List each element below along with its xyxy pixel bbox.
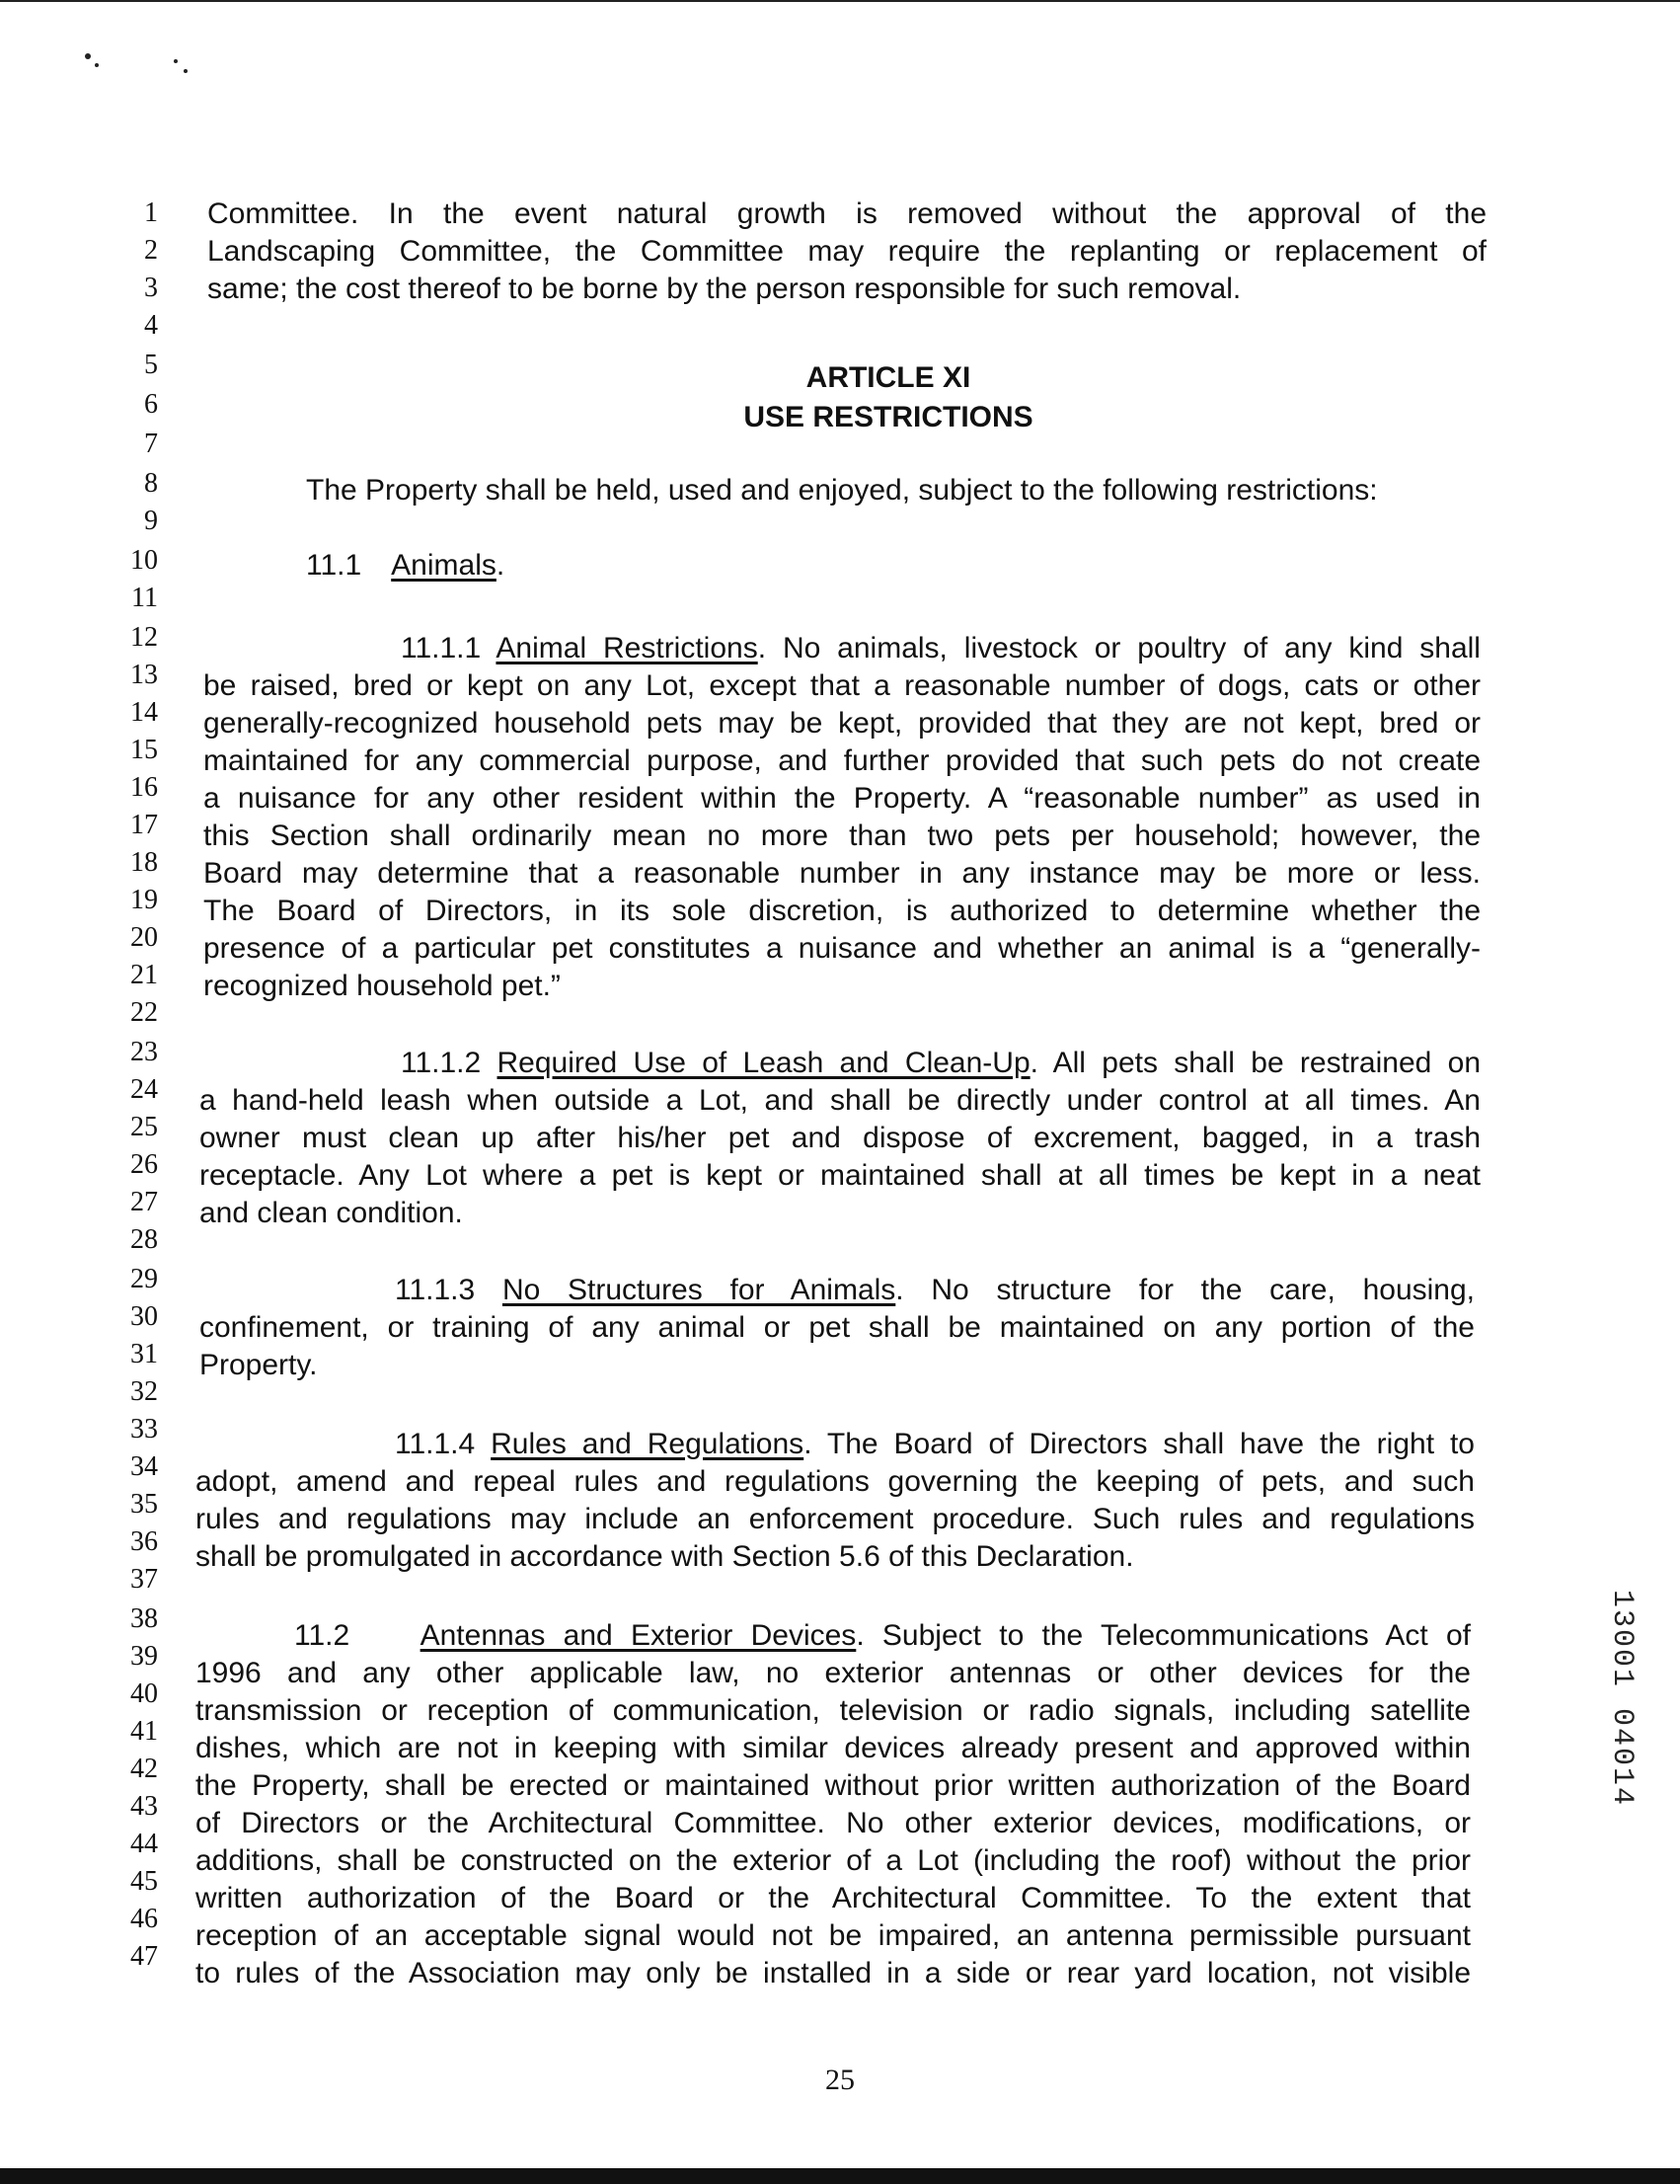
body-line: this Section shall ordinarily mean no more than two pets per household; however, the [203, 819, 1481, 852]
subsection-title: Required Use of Leash and Clean-Up [496, 1047, 1031, 1079]
line-number: 20 [130, 922, 158, 953]
subsection-number: 11.1.1 [401, 632, 482, 664]
line-number: 26 [130, 1149, 158, 1180]
section-title: Antennas and Exterior Devices [420, 1619, 857, 1652]
line-number: 12 [130, 622, 158, 653]
line-number: 9 [144, 506, 158, 536]
subsection-text: . The Board of Directors shall have the right to [803, 1428, 1475, 1460]
line-number: 33 [130, 1414, 158, 1444]
line-number: 6 [144, 389, 158, 420]
body-line: Landscaping Committee, the Committee may require the replanting or replacement of [207, 235, 1487, 268]
body-line: be raised, bred or kept on any Lot, except that a reasonable number of dogs, cats or other [203, 669, 1481, 702]
subsection-title: Rules and Regulations [491, 1428, 804, 1460]
body-line: additions, shall be constructed on the exterior of a Lot (including the roof) without the prior [195, 1844, 1471, 1877]
body-line: transmission or reception of communication, television or radio signals, including satellite [195, 1694, 1471, 1727]
subsection-text: . All pets shall be restrained on [1030, 1047, 1482, 1079]
scan-edge-top [0, 0, 1680, 2]
body-line: written authorization of the Board or the Architectural Committee. To the extent that [195, 1882, 1471, 1914]
page-number: 25 [825, 2064, 855, 2096]
line-number: 11 [131, 583, 158, 613]
body-line: dishes, which are not in keeping with similar devices already present and approved within [195, 1732, 1471, 1764]
line-number: 8 [144, 468, 158, 499]
line-number: 15 [130, 735, 158, 765]
body-line: a hand-held leash when outside a Lot, and shall be directly under control at all times. An [199, 1084, 1481, 1117]
line-number: 23 [130, 1037, 158, 1067]
line-number: 27 [130, 1187, 158, 1217]
body-line: 1996 and any other applicable law, no exterior antennas or other devices for the [195, 1657, 1471, 1689]
line-number: 10 [130, 545, 158, 576]
subsection-text: . No animals, livestock or poultry of any kind shall [757, 632, 1481, 664]
line-number: 31 [130, 1339, 158, 1369]
subsection-first-line [395, 1274, 1475, 1307]
subsection-number: 11.1.4 [395, 1428, 476, 1460]
subsection-first-line [401, 1047, 1481, 1080]
line-number: 4 [144, 310, 158, 341]
section-number: 11.1 [306, 549, 362, 582]
subsection-number: 11.1.2 [401, 1047, 482, 1079]
line-number: 37 [130, 1564, 158, 1595]
line-number: 46 [130, 1904, 158, 1934]
body-line: receptacle. Any Lot where a pet is kept or maintained shall at all times be kept in a neat [199, 1159, 1481, 1192]
body-line: The Board of Directors, in its sole discretion, is authorized to determine whether the [203, 895, 1481, 927]
line-number: 39 [130, 1641, 158, 1672]
body-line: rules and regulations may include an enforcement procedure. Such rules and regulations [195, 1503, 1475, 1535]
body-line: same; the cost thereof to be borne by the person responsible for such removal. [207, 273, 1242, 305]
article-preamble: The Property shall be held, used and enjoyed, subject to the following restrictions: [306, 474, 1378, 507]
subsection-title: No Structures for Animals [501, 1274, 896, 1306]
body-line: adopt, amend and repeal rules and regulations governing the keeping of pets, and such [195, 1465, 1475, 1498]
line-number: 3 [144, 273, 158, 303]
line-number: 14 [130, 697, 158, 728]
scan-speck [174, 59, 178, 63]
line-number: 28 [130, 1224, 158, 1255]
body-line: of Directors or the Architectural Committee. No other exterior devices, modifications, or [195, 1807, 1471, 1839]
subsection-title: Animal Restrictions [496, 632, 758, 664]
line-number: 38 [130, 1603, 158, 1634]
body-line: a nuisance for any other resident within the Property. A “reasonable number” as used in [203, 782, 1481, 815]
section-first-line-11-2 [294, 1619, 1471, 1653]
body-line: generally-recognized household pets may be kept, provided that they are not kept, bred or [203, 707, 1481, 740]
scan-edge-bottom [0, 2168, 1680, 2184]
line-number: 13 [130, 660, 158, 690]
body-line: maintained for any commercial purpose, and further provided that such pets do not create [203, 744, 1481, 777]
line-number: 21 [130, 960, 158, 990]
body-line: owner must clean up after his/her pet and dispose of excrement, bagged, in a trash [199, 1122, 1481, 1154]
line-number: 44 [130, 1829, 158, 1859]
line-number: 22 [130, 997, 158, 1028]
line-number: 1 [144, 197, 158, 228]
line-number: 5 [144, 350, 158, 380]
body-line: recognized household pet.” [203, 970, 561, 1002]
line-number: 24 [130, 1074, 158, 1105]
line-number: 36 [130, 1526, 158, 1557]
scan-speck [95, 63, 99, 67]
line-number: 29 [130, 1264, 158, 1294]
section-title: Animals [391, 549, 496, 582]
line-number: 41 [130, 1716, 158, 1747]
scan-speck [184, 69, 188, 73]
line-number: 19 [130, 885, 158, 915]
section-heading-11-1 [306, 549, 504, 583]
line-number: 42 [130, 1754, 158, 1784]
line-number: 43 [130, 1791, 158, 1822]
line-number: 17 [130, 810, 158, 840]
body-line: presence of a particular pet constitutes a nuisance and whether an animal is a “generally- [203, 932, 1481, 965]
line-number: 34 [130, 1451, 158, 1482]
body-line: reception of an acceptable signal would not be impaired, an antenna permissible pursuant [195, 1919, 1471, 1952]
line-number: 35 [130, 1489, 158, 1520]
body-line: the Property, shall be erected or maintained without prior written authorization of the Board [195, 1769, 1471, 1802]
line-number: 47 [130, 1941, 158, 1972]
body-line: Property. [199, 1349, 318, 1381]
line-number: 40 [130, 1678, 158, 1709]
scan-speck [85, 53, 91, 59]
body-line: to rules of the Association may only be installed in a side or rear yard location, not visible [195, 1957, 1471, 1989]
line-number: 25 [130, 1112, 158, 1142]
subsection-first-line [395, 1428, 1475, 1461]
line-number: 18 [130, 847, 158, 878]
line-number: 7 [144, 429, 158, 459]
section-text: . Subject to the Telecommunications Act of [856, 1619, 1472, 1652]
body-line: Board may determine that a reasonable number in any instance may be more or less. [203, 857, 1481, 890]
subsection-number: 11.1.3 [395, 1274, 476, 1306]
line-number: 45 [130, 1866, 158, 1897]
line-number: 16 [130, 772, 158, 803]
line-number: 2 [144, 235, 158, 266]
article-title: USE RESTRICTIONS [743, 401, 1033, 433]
body-line: confinement, or training of any animal or pet shall be maintained on any portion of the [199, 1311, 1475, 1344]
recording-stamp: 13001 04014 [1605, 1590, 1639, 1808]
article-number: ARTICLE XI [805, 361, 971, 394]
section-number: 11.2 [294, 1619, 350, 1652]
subsection-text: . No structure for the care, housing, [895, 1274, 1475, 1306]
body-line: shall be promulgated in accordance with Section 5.6 of this Declaration. [195, 1540, 1134, 1573]
line-number: 32 [130, 1376, 158, 1407]
body-line: and clean condition. [199, 1197, 463, 1229]
subsection-first-line [401, 632, 1481, 665]
body-line: Committee. In the event natural growth is removed without the approval of the [207, 197, 1487, 230]
line-number: 30 [130, 1301, 158, 1332]
section-title-period: . [496, 549, 505, 582]
